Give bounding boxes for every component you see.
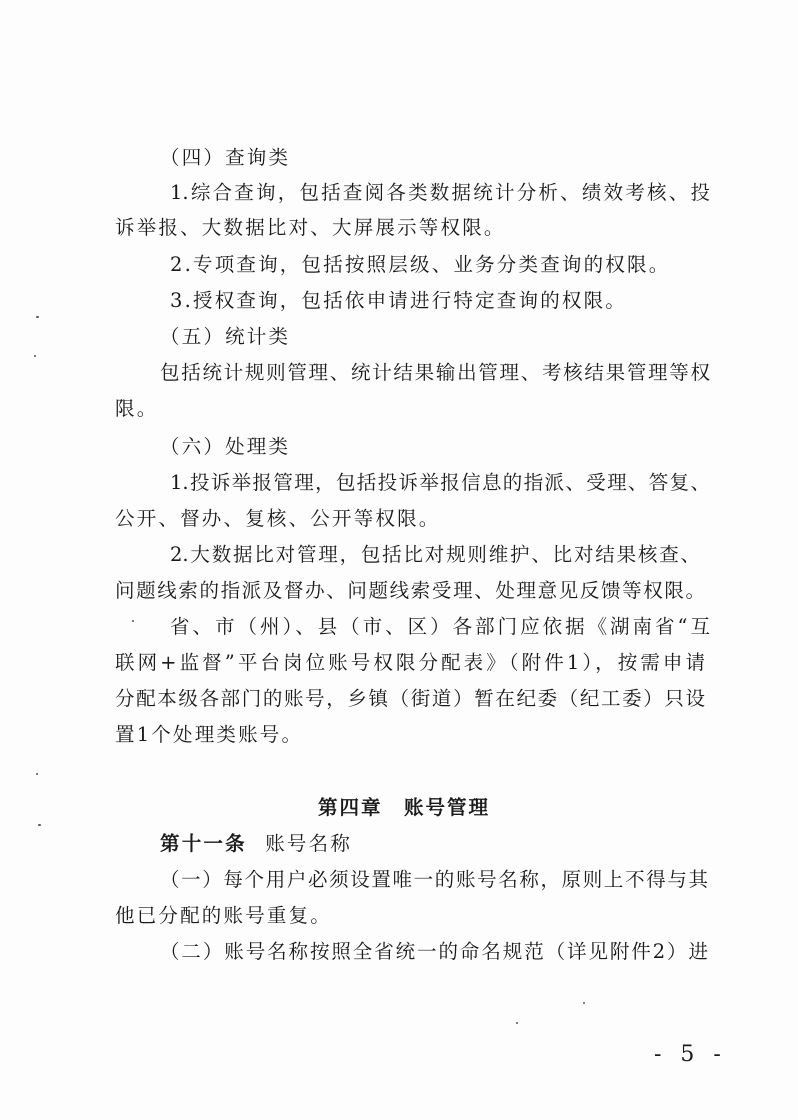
item-comprehensive-query-line1: 1.综合查询，包括查阅各类数据统计分析、绩效考核、投 [170,181,710,204]
article-number: 第十一条 [160,832,247,855]
page-number: - 5 - [654,1042,727,1067]
item-bigdata-management-line1: 2.大数据比对管理，包括比对规则维护、比对结果核查、 [170,543,700,566]
article-title: 账号名称 [265,832,353,855]
chapter-heading: 第四章 账号管理 [318,796,491,819]
article-item1-line1: （一）每个用户必须设置唯一的账号名称，原则上不得与其 [160,868,708,891]
article-heading [160,829,352,859]
allocation-paragraph-line3: 分配本级各部门的账号，乡镇（街道）暂在纪委（纪工委）只设 [115,687,705,710]
scan-speck [38,824,41,826]
item-bigdata-management-line2: 问题线索的指派及督办、问题线索受理、处理意见反馈等权限。 [115,579,705,602]
item-complaint-management-line2: 公开、督办、复核、公开等权限。 [115,507,441,530]
article-item2-line1: （二）账号名称按照全省统一的命名规范（详见附件2）进 [160,940,708,963]
scan-speck [36,773,38,775]
item-complaint-management-line1: 1.投诉举报管理，包括投诉举报信息的指派、受理、答复、 [170,471,710,494]
section-title-query: （四）查询类 [160,146,291,169]
scan-speck [36,316,39,318]
statistics-description-line1: 包括统计规则管理、统计结果输出管理、考核结果管理等权 [160,361,710,384]
section-title-statistics: （五）统计类 [160,325,291,348]
item-special-query: 2.专项查询，包括按照层级、业务分类查询的权限。 [170,253,671,276]
scan-speck [516,1022,518,1024]
allocation-paragraph-line1: 省、市（州）、县（市、区）各部门应依据《湖南省“互 [170,615,710,638]
item-authorized-query: 3.授权查询，包括依申请进行特定查询的权限。 [170,289,628,312]
scan-speck [34,355,36,357]
section-title-processing: （六）处理类 [160,435,291,458]
scan-speck [583,1002,585,1004]
scan-speck [132,620,134,622]
allocation-paragraph-line2: 联网+监督”平台岗位账号权限分配表》（附件1），按需申请 [115,651,705,674]
article-item1-line2: 他已分配的账号重复。 [115,904,333,927]
allocation-paragraph-line4: 置1个处理类账号。 [115,723,304,746]
statistics-description-line2: 限。 [115,397,159,420]
item-comprehensive-query-line2: 诉举报、大数据比对、大屏展示等权限。 [115,216,506,239]
